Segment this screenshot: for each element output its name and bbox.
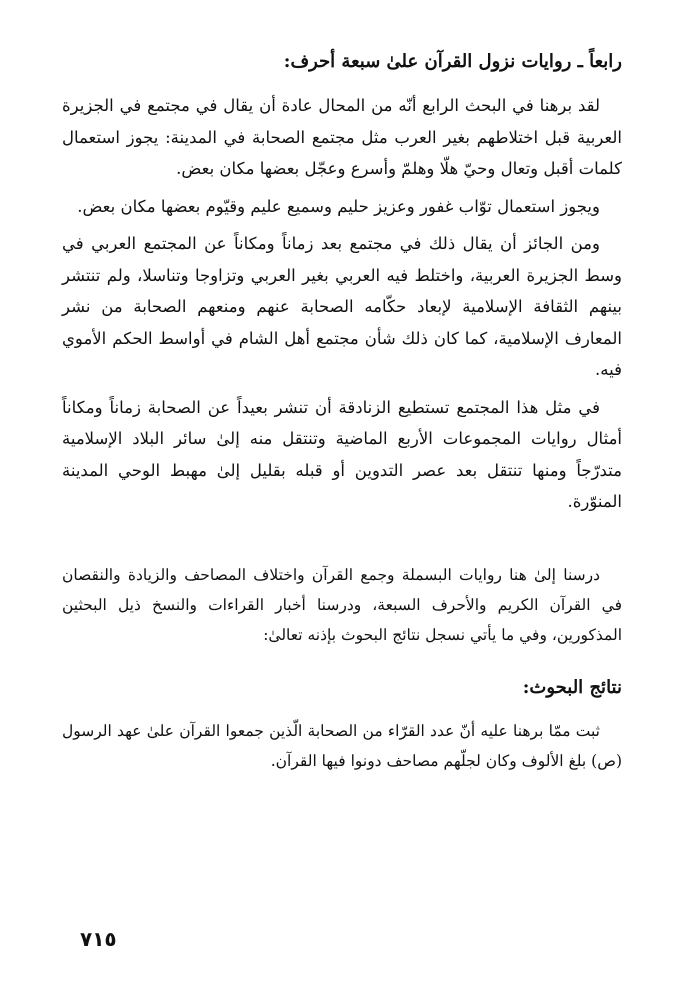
results-heading: نتائج البحوث: [522, 676, 622, 698]
section-gap [62, 524, 622, 560]
results-paragraph: ثبت ممّا برهنا عليه أنّ عدد القرّاء من الصحابة الّذين جمعوا القرآن علىٰ عهد الرسول (ص) بلغ الألوف وكان لجلّهم مصاحف دونوا فيها القرآن. [62, 721, 622, 770]
paragraph-1: لقد برهنا في البحث الرابع أنّه من المحال عادة أن يقال في مجتمع في الجزيرة العربية قبل اختلاطهم بغير العرب مثل مجتمع الصحابة في المدينة: يجوز استعمال كلمات أقبل وتعال وحيّ هلّا وهلمّ وأسرع وعجّل بعضها مكان بعض. [62, 96, 622, 178]
paragraph-2: ويجوز استعمال توّاب غفور وعزيز حليم وسميع عليم وقيّوم بعضها مكان بعض. [77, 196, 600, 216]
paragraph-4: في مثل هذا المجتمع تستطيع الزنادقة أن تنشر بعيداً عن الصحابة زماناً ومكاناً أمثال روايات المجموعات الأربع الماضية وتنتقل منه إلىٰ سائر البلاد الإسلامية متدرّجاً ومنها تنتقل بعد عصر التدوين أو قبله بقليل إلىٰ مهبط الوحي المدينة المنوّرة. [62, 397, 622, 511]
paragraph-3: ومن الجائز أن يقال ذلك في مجتمع بعد زماناً ومكاناً عن المجتمع العربي في وسط الجزيرة العربية، واختلط فيه العربي بغير العربي وتزاوجا وتناسلا، ولم تنتشر بينهم الثقافة الإسلامية لإبعاد حكّامه الصحابة عنهم ومنعهم الصحابة من نشر المعارف الإسلامية، كما كان ذلك شأن مجتمع أهل الشام في أواسط الحكم الأموي فيه. [62, 234, 622, 379]
page-number: ٧١٥ [80, 927, 117, 951]
section-gap [62, 656, 622, 676]
section-heading: رابعاً ـ روايات نزول القرآن علىٰ سبعة أحرف: [283, 51, 622, 72]
summary-paragraph: درسنا إلىٰ هنا روايات البسملة وجمع القرآن واختلاف المصاحف والزيادة والنقصان في القرآن الكريم والأحرف السبعة، ودرسنا أخبار القراءات والنسخ ذيل البحثين المذكورين، وفي ما يأتي نسجل نتائج البحوث بإذنه تعالىٰ: [62, 565, 622, 644]
page-body [62, 50, 622, 782]
